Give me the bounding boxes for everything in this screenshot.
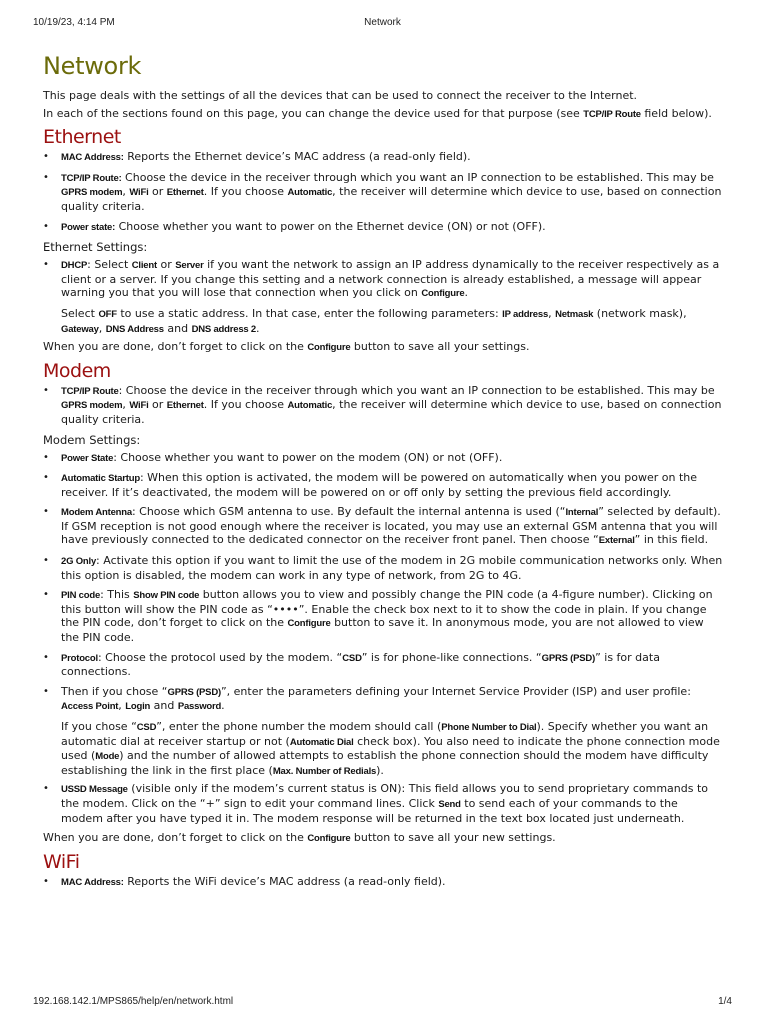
list-item: • Modem Antenna: Choose which GSM antenna to use. By default the internal antenna is used (“Internal” selected by default). If GSM reception is not good enough where the receiver is located, you may use an external GSM antenna that you will have previously connected to the dedicated connector on the receiver front panel. Then choose “External” in this field. [43,505,721,547]
section-ethernet [43,125,723,355]
ui-term: Automatic [287,187,333,199]
ui-term: Password [177,701,222,713]
ui-term: Automatic Startup [61,473,140,485]
ui-term: WiFi [129,187,149,199]
ui-term: Server [175,260,204,272]
ui-term: Power State [61,452,114,464]
bullet-icon: • [43,472,49,484]
bullet-icon: • [43,220,49,232]
ui-term: TCP/IP Route [61,385,119,397]
print-header [33,17,732,31]
list-item: • MAC Address: Reports the WiFi device’s MAC address (a read-only field). [43,874,446,888]
bullet-icon: • [43,589,49,601]
section-wifi [43,850,723,890]
ui-term: Configure [307,342,351,354]
ui-term: Configure [421,288,465,300]
ui-term: Modem Antenna [61,507,132,519]
ui-term: GPRS modem [61,187,123,199]
ui-term: Phone Number to Dial [441,722,537,733]
bullet-icon: • [43,451,49,463]
ui-term: Send [438,798,461,810]
ui-term: TCP/IP Route [583,108,641,120]
ui-term: Access Point [61,701,119,713]
ui-term: Gateway [61,323,99,335]
section-heading: WiFi [43,850,80,873]
paragraph: When you are done, don’t forget to click on the Configure button to save all your settings. [43,340,530,354]
indented-paragraph: Select OFF to use a static address. In that case, enter the following parameters: IP address, Netmask (network mask), Gateway, DNS Address and DNS address 2. [61,306,687,335]
help-content [43,52,723,895]
settings-subheading: Modem Settings: [43,432,141,447]
sections [43,125,723,889]
ui-term: TCP/IP Route: [61,172,122,184]
ui-term: CSD [136,722,157,733]
ui-term: GPRS modem [61,400,123,412]
list-item: • 2G Only: Activate this option if you want to limit the use of the modem in 2G mobile communication networks only. When this option is disabled, the modem can work in any type of network, from 2G to 4G. [43,554,723,582]
list-item: • PIN code: This Show PIN code button allows you to view and possibly change the PIN code (a 4-figure number). Clicking on this button will show the PIN code as “••••”. Enable the check box next to it to show the code in plain. If you change the PIN code, don’t forget to click on the Configure button to save it. In anonymous mode, you are not allowed to view the PIN code. [43,588,713,645]
section-heading: Modem [43,359,111,382]
bullet-icon: • [43,506,49,518]
ui-term: Ethernet [166,400,204,412]
intro-paragraph: This page deals with the settings of all the devices that can be used to connect the receiver to the Internet. [43,89,638,102]
ui-term: Login [125,701,151,713]
bullet-list [43,150,723,234]
ui-term: Show PIN code [133,590,200,602]
list-item: • Power state: Choose whether you want to power on the Ethernet device (ON) or not (OFF). [43,219,546,233]
ui-term: DHCP [61,260,88,272]
ui-term: GPRS (PSD) [541,652,596,664]
ui-term: Netmask [555,308,594,320]
section-modem [43,359,723,846]
ui-term: OFF [98,308,117,320]
intro [43,89,723,121]
bullet-list [43,782,723,825]
list-item: • TCP/IP Route: Choose the device in the receiver through which you want an IP connection to be established. This may be GPRS modem, WiFi or Ethernet. If you choose Automatic, the receiver will determine which device to use, based on connection quality criteria. [43,383,722,426]
paragraph: When you are done, don’t forget to click on the Configure button to save all your new settings. [43,831,556,845]
ui-term: Mode [95,751,120,763]
ui-term: USSD Message [61,784,128,796]
ui-term: 2G Only [61,556,97,568]
ui-term: MAC Address: [61,152,124,164]
list-item: • Protocol: Choose the protocol used by the modem. “CSD” is for phone-like connections. “GPRS (PSD)” is for data connections. [43,650,660,679]
print-title: Network [364,17,401,28]
print-datetime: 10/19/23, 4:14 PM [33,17,115,28]
bullet-icon: • [43,171,49,183]
bullet-icon: • [43,651,49,663]
bullet-list [43,875,723,890]
ui-term: Client [131,260,157,272]
indented-paragraph: If you chose “CSD”, enter the phone number the modem should call (Phone Number to Dial). Specify whether you want an automatic dial at receiver startup or not (Automatic Dial check box). You also need to indicate the phone connection mode used (Mode) and the number of allowed attempts to establish the phone connection should the modem have difficulty establishing the link in the first place (Max. Number of Redials). [61,720,720,777]
ui-term: Protocol [61,652,98,664]
print-footer [33,996,732,1010]
bullet-list [43,258,723,301]
list-item: • Power State: Choose whether you want to power on the modem (ON) or not (OFF). [43,450,503,464]
ui-term: Automatic [287,400,333,412]
list-item: • DHCP: Select Client or Server if you want the network to assign an IP address dynamically to the receiver respectively as a client or a server. If you change this setting and a network connection is already established, a message will appear warning you that you will lose that connection when you click on Configure. [43,258,720,300]
ui-term: CSD [342,652,362,664]
bullet-list [43,384,723,427]
ui-term: PIN code [61,590,101,602]
ui-term: Configure [307,833,351,845]
ui-term: DNS address 2 [191,323,257,335]
list-item: • TCP/IP Route: Choose the device in the receiver through which you want an IP connection to be established. This may be GPRS modem, WiFi or Ethernet. If you choose Automatic, the receiver will determine which device to use, based on connection quality criteria. [43,170,722,213]
ui-term: Automatic Dial [289,736,354,748]
bullet-icon: • [43,259,49,271]
ui-term: WiFi [129,400,149,412]
ui-term: IP address [502,308,549,320]
bullet-icon: • [43,875,49,887]
section-heading: Ethernet [43,126,121,149]
list-item: • Then if you chose “GPRS (PSD)”, enter the parameters defining your Internet Service Provider (ISP) and user profile: Access Point, Login and Password. [43,684,691,713]
ui-term: Ethernet [166,187,204,199]
bullet-icon: • [43,555,49,567]
ui-term: Power state: [61,221,116,233]
bullet-icon: • [43,151,49,163]
bullet-list [43,451,723,715]
intro-paragraph: In each of the sections found on this page, you can change the device used for that purpose (see TCP/IP Route field below). [43,106,712,120]
ui-term: Internal [565,507,599,519]
page-title: Network [43,52,142,80]
ui-term: MAC Address: [61,876,124,888]
list-item: • Automatic Startup: When this option is activated, the modem will be powered on automatically when you power on the receiver. If it’s deactivated, the modem will be powered on or off only by setting the previous field accordingly. [43,471,698,499]
bullet-icon: • [43,783,49,795]
list-item: • USSD Message (visible only if the modem’s current status is ON): This field allows you to send proprietary commands to the modem. Click on the “+” sign to edit your command lines. Click Send to send each of your commands to the modem after you have typed it in. The modem response will be returned in the text box located just underneath. [43,782,709,825]
ui-term: GPRS (PSD) [167,686,221,698]
ui-term: DNS Address [105,323,164,335]
print-page-number: 1/4 [718,996,732,1007]
bullet-icon: • [43,384,49,396]
bullet-icon: • [43,685,49,697]
ui-term: Configure [287,618,331,630]
settings-subheading: Ethernet Settings: [43,240,148,255]
list-item: • MAC Address: Reports the Ethernet device’s MAC address (a read-only field). [43,150,471,164]
ui-term: External [598,535,635,547]
print-url: 192.168.142.1/MPS865/help/en/network.html [33,996,234,1007]
ui-term: Max. Number of Redials [272,765,377,777]
